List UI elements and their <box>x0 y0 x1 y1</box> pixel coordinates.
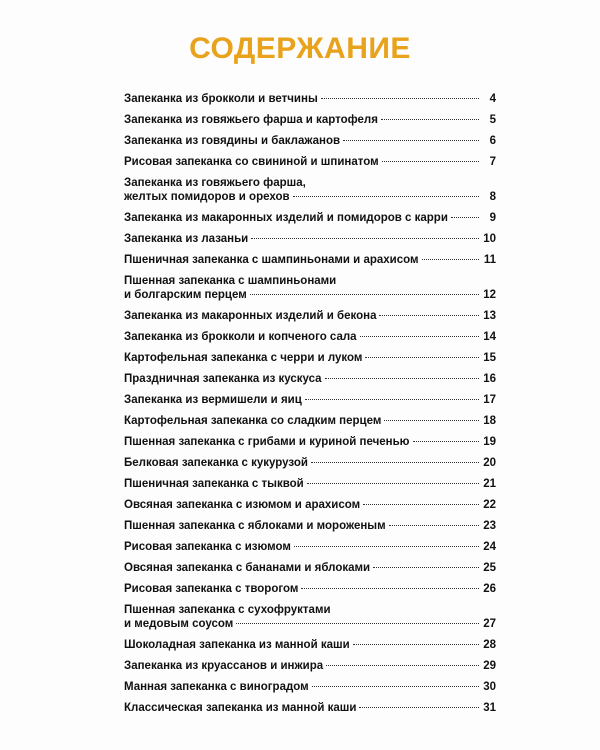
toc-entry[interactable] <box>124 211 496 225</box>
toc-page-number: 22 <box>483 499 496 511</box>
dot-leader <box>343 140 479 141</box>
toc-entry[interactable] <box>124 92 496 106</box>
toc-entry-title: Рисовая запеканка с изюмом <box>124 541 291 553</box>
toc-entry-row <box>124 498 496 512</box>
toc-entry-title: Пшенная запеканка с грибами и куриной печенью <box>124 436 410 448</box>
toc-entry-title: Пшеничная запеканка с шампиньонами и арахисом <box>124 254 419 266</box>
toc-entry-row <box>124 561 496 575</box>
toc-entry-title: и болгарским перцем <box>124 289 247 301</box>
dot-leader <box>325 378 479 379</box>
toc-entry-title: Запеканка из лазаньи <box>124 233 249 245</box>
toc-entry[interactable] <box>124 638 496 652</box>
toc-page-number: 16 <box>483 373 496 385</box>
toc-page-number: 15 <box>483 352 496 364</box>
dot-leader <box>301 588 479 589</box>
toc-page-number: 10 <box>483 233 496 245</box>
toc-entry-title: Белковая запеканка с кукурузой <box>124 457 308 469</box>
toc-page-number: 11 <box>483 254 496 266</box>
toc-entry[interactable] <box>124 176 496 204</box>
toc-entry[interactable] <box>124 540 496 554</box>
toc-entry-title-line: Пшенная запеканка с сухофруктами <box>124 604 331 616</box>
toc-entry-row <box>124 617 496 631</box>
toc-entry[interactable] <box>124 351 496 365</box>
toc-page-number: 21 <box>483 478 496 490</box>
dot-leader <box>384 420 479 421</box>
toc-entry-row <box>124 638 496 652</box>
toc-page-number: 30 <box>483 681 496 693</box>
dot-leader <box>312 686 479 687</box>
toc-entry-row <box>124 330 496 344</box>
toc-page-number: 20 <box>483 457 496 469</box>
toc-entry-title: Картофельная запеканка с черри и луком <box>124 352 363 364</box>
toc-entry[interactable] <box>124 659 496 673</box>
toc-entry[interactable] <box>124 330 496 344</box>
toc-entry[interactable] <box>124 701 496 715</box>
toc-entry-title: Пшенная запеканка с яблоками и мороженым <box>124 520 386 532</box>
toc-page-number: 24 <box>483 541 496 553</box>
toc-entry[interactable] <box>124 414 496 428</box>
toc-entry[interactable] <box>124 680 496 694</box>
toc-page-number: 27 <box>483 618 496 630</box>
toc-entry-row <box>124 540 496 554</box>
toc-entry-row <box>124 582 496 596</box>
toc-page-number: 7 <box>489 156 496 168</box>
dot-leader <box>360 336 479 337</box>
toc-entry[interactable] <box>124 113 496 127</box>
dot-leader <box>365 357 479 358</box>
toc-entry-row <box>124 288 496 302</box>
toc-entry-row <box>124 435 496 449</box>
dot-leader <box>305 399 479 400</box>
toc-entry-row <box>124 701 496 715</box>
table-of-contents <box>124 92 496 722</box>
toc-entry[interactable] <box>124 477 496 491</box>
toc-entry-title: Запеканка из брокколи и ветчины <box>124 93 318 105</box>
toc-entry-title: Классическая запеканка из манной каши <box>124 702 357 714</box>
toc-entry-row <box>124 232 496 246</box>
dot-leader <box>389 525 479 526</box>
dot-leader <box>250 294 479 295</box>
dot-leader <box>422 259 479 260</box>
toc-entry-title: Праздничная запеканка из кускуса <box>124 373 322 385</box>
toc-entry[interactable] <box>124 155 496 169</box>
toc-entry[interactable] <box>124 309 496 323</box>
dot-leader <box>251 238 479 239</box>
toc-entry-title: и медовым соусом <box>124 618 234 630</box>
dot-leader <box>451 217 479 218</box>
toc-page-number: 25 <box>483 562 496 574</box>
toc-page-number: 26 <box>483 583 496 595</box>
dot-leader <box>381 119 479 120</box>
toc-entry[interactable] <box>124 274 496 302</box>
toc-page-number: 6 <box>489 135 496 147</box>
toc-page-number: 14 <box>483 331 496 343</box>
toc-entry-row <box>124 190 496 204</box>
toc-entry-title: Запеканка из брокколи и копченого сала <box>124 331 357 343</box>
toc-entry-row <box>124 309 496 323</box>
toc-page-number: 28 <box>483 639 496 651</box>
page-title: СОДЕРЖАНИЕ <box>189 32 411 65</box>
toc-page-number: 19 <box>483 436 496 448</box>
toc-entry-title: Овсяная запеканка с изюмом и арахисом <box>124 499 361 511</box>
toc-entry[interactable] <box>124 232 496 246</box>
toc-entry-title: Запеканка из макаронных изделий и помидоров с карри <box>124 212 448 224</box>
toc-page-number: 9 <box>489 212 496 224</box>
toc-entry[interactable] <box>124 561 496 575</box>
toc-entry-title: Запеканка из вермишели и яиц <box>124 394 302 406</box>
toc-entry[interactable] <box>124 519 496 533</box>
toc-entry-row <box>124 477 496 491</box>
toc-entry[interactable] <box>124 456 496 470</box>
toc-entry[interactable] <box>124 582 496 596</box>
toc-entry[interactable] <box>124 134 496 148</box>
dot-leader <box>413 441 480 442</box>
dot-leader <box>382 161 479 162</box>
toc-entry[interactable] <box>124 253 496 267</box>
toc-entry-row <box>124 456 496 470</box>
toc-entry[interactable] <box>124 498 496 512</box>
toc-entry-row <box>124 155 496 169</box>
dot-leader <box>363 504 479 505</box>
toc-entry-row <box>124 351 496 365</box>
dot-leader <box>326 665 479 666</box>
toc-entry-row <box>124 211 496 225</box>
toc-entry-row <box>124 519 496 533</box>
toc-page-number: 18 <box>483 415 496 427</box>
dot-leader <box>294 546 479 547</box>
toc-entry-row <box>124 92 496 106</box>
toc-entry-title: Шоколадная запеканка из манной каши <box>124 639 350 651</box>
dot-leader <box>359 707 479 708</box>
toc-page-number: 8 <box>489 191 496 203</box>
toc-page-number: 17 <box>483 394 496 406</box>
toc-entry[interactable] <box>124 435 496 449</box>
toc-entry-title: Запеканка из говяжьего фарша и картофеля <box>124 114 378 126</box>
toc-entry-title: желтых помидоров и орехов <box>124 191 290 203</box>
toc-entry-title: Манная запеканка с виноградом <box>124 681 309 693</box>
toc-entry-row <box>124 253 496 267</box>
dot-leader <box>353 644 479 645</box>
toc-entry-title: Запеканка из круассанов и инжира <box>124 660 324 672</box>
dot-leader <box>379 315 479 316</box>
toc-page-number: 5 <box>489 114 496 126</box>
toc-page-number: 13 <box>483 310 496 322</box>
dot-leader <box>373 567 479 568</box>
dot-leader <box>293 196 479 197</box>
dot-leader <box>307 483 479 484</box>
toc-page-number: 4 <box>489 93 496 105</box>
toc-entry-row <box>124 134 496 148</box>
toc-entry-row <box>124 680 496 694</box>
toc-entry-title: Запеканка из говядины и баклажанов <box>124 135 341 147</box>
toc-entry-title-line: Запеканка из говяжьего фарша, <box>124 177 306 189</box>
toc-entry-row <box>124 659 496 673</box>
dot-leader <box>236 623 479 624</box>
toc-page-number: 29 <box>483 660 496 672</box>
toc-entry[interactable] <box>124 393 496 407</box>
toc-entry-title: Пшеничная запеканка с тыквой <box>124 478 304 490</box>
toc-entry-title: Рисовая запеканка с творогом <box>124 583 299 595</box>
toc-entry-row <box>124 372 496 386</box>
toc-entry-title: Овсяная запеканка с бананами и яблоками <box>124 562 371 574</box>
toc-entry-row <box>124 393 496 407</box>
toc-entry-title: Рисовая запеканка со свининой и шпинатом <box>124 156 379 168</box>
toc-page-number: 12 <box>483 289 496 301</box>
toc-entry[interactable] <box>124 372 496 386</box>
toc-entry-row <box>124 113 496 127</box>
toc-entry-title: Запеканка из макаронных изделий и бекона <box>124 310 377 322</box>
toc-entry-title: Картофельная запеканка со сладким перцем <box>124 415 382 427</box>
toc-entry-row <box>124 414 496 428</box>
toc-page-number: 23 <box>483 520 496 532</box>
toc-entry[interactable] <box>124 603 496 631</box>
dot-leader <box>321 98 479 99</box>
dot-leader <box>311 462 479 463</box>
toc-page-number: 31 <box>483 702 496 714</box>
toc-entry-title-line: Пшенная запеканка с шампиньонами <box>124 275 337 287</box>
